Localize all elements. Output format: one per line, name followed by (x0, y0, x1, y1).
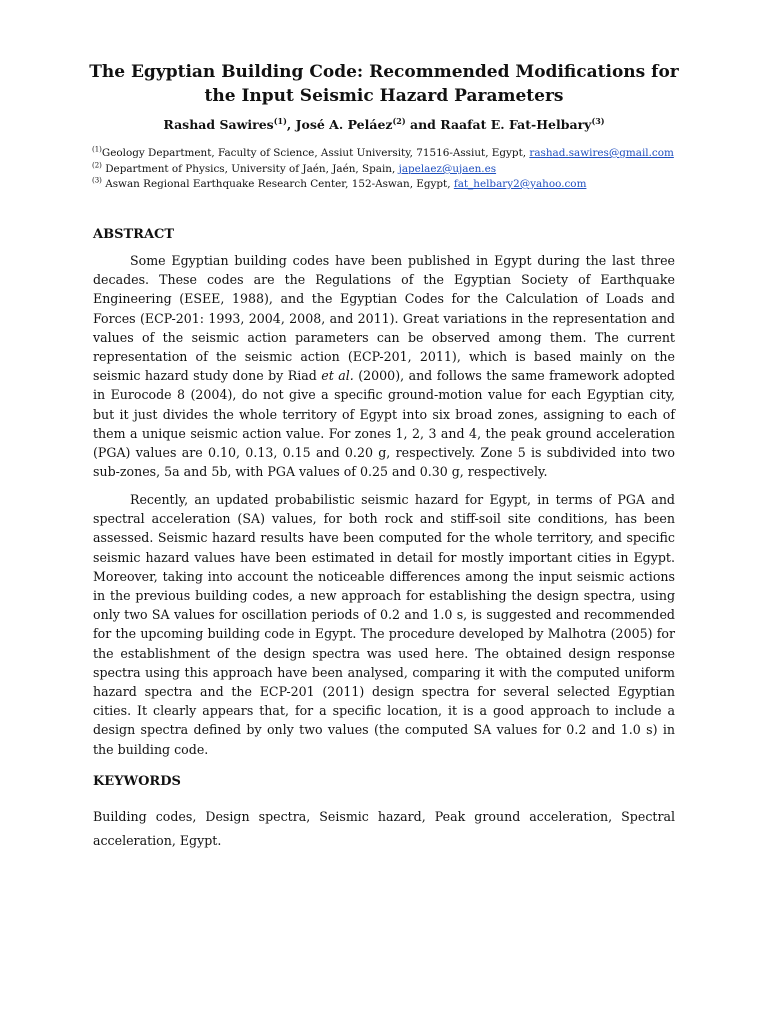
author-list (60, 116, 708, 134)
abstract-heading: ABSTRACT (93, 227, 175, 242)
affiliation-mark: (1) (92, 145, 102, 154)
abstract-p1-et-al: et al. (321, 368, 354, 384)
abstract-paragraph-2: Recently, an updated probabilistic seismic hazard for Egypt, in terms of PGA and spectral acceleration (SA) values, for both rock and stiff-soil site conditions, has been assessed. Seismic hazard results have been computed for the whole territory, and specific seismic hazard values have been estimated in detail for mostly important cities in Egypt. Moreover, taking into account the noticeable differences among the input seismic actions in the previous building codes, a new approach for establishing the design spectra, using only two SA values for oscillation periods of 0.2 and 1.0 s, is suggested and recommended for the upcoming building code in Egypt. The procedure developed by Malhotra (2005) for the establishment of the design spectra was used here. The obtained design response spectra using this approach have been analysed, comparing it with the computed uniform hazard spectra and the ECP-201 (2011) design spectra for several selected Egyptian cities. It clearly appears that, for a specific location, it is a good approach to include a design spectra defined by only two values (the computed SA values for 0.2 and 1.0 s) in the building code. (93, 492, 675, 757)
title-line-1: The Egyptian Building Code: Recommended Modifications for (89, 62, 679, 82)
author-separator: , (286, 117, 296, 132)
author-affiliation-mark: (1) (273, 115, 287, 126)
author-name: José A. Peláez (295, 117, 393, 132)
keywords-text: Building codes, Design spectra, Seismic hazard, Peak ground acceleration, Spectral acceleration, Egypt. (93, 809, 675, 848)
email-link[interactable]: fat_helbary2@yahoo.com (453, 178, 587, 190)
email-link[interactable]: rashad.sawires@gmail.com (529, 147, 674, 159)
affiliation-text: Aswan Regional Earthquake Research Center, 152-Aswan, Egypt, (101, 178, 454, 190)
affiliation-mark: (3) (92, 176, 102, 185)
affiliation-text: Department of Physics, University of Jaén, Jaén, Spain, (101, 163, 399, 175)
affiliation-2 (92, 162, 712, 177)
author-affiliation-mark: (2) (392, 115, 406, 126)
title-line-2: the Input Seismic Hazard Parameters (204, 86, 564, 106)
affiliation-text: Geology Department, Faculty of Science, Assiut University, 71516-Assiut, Egypt, (101, 147, 530, 159)
affiliation-1 (92, 146, 712, 161)
author-affiliation-mark: (3) (591, 115, 605, 126)
author-name: Raafat E. Fat-Helbary (440, 117, 592, 132)
abstract-p1-part-b: (2000), and follows the same framework adopted in Eurocode 8 (2004), do not give a specific ground-motion value for each Egyptian city, but it just divides the whole territory of Egypt into six broad zones, assigning to each of them a unique seismic action value. For zones 1, 2, 3 and 4, the peak ground acceleration (PGA) values are 0.10, 0.13, 0.15 and 0.20 g, respectively. Zone 5 is subdivided into two sub-zones, 5a and 5b, with PGA values of 0.25 and 0.30 g, respectively. (93, 368, 675, 480)
author-name: Rashad Sawires (163, 117, 274, 132)
affiliation-3 (92, 177, 712, 192)
abstract-p1-part-a: Some Egyptian building codes have been published in Egypt during the last three decades. These codes are the Regulations of the Egyptian Society of Earthquake Engineering (ESEE, 1988), and the Egyptian Codes for the Calculation of Loads and Forces (ECP-201: 1993, 2004, 2008, and 2011). Great variations in the representation and values of the seismic action parameters can be observed among them. The current representation of the seismic action (ECP-201, 2011), which is based mainly on the seismic hazard study done by Riad (93, 253, 675, 384)
author-separator: and (405, 117, 441, 132)
keywords-heading: KEYWORDS (93, 774, 181, 789)
email-link[interactable]: japelaez@ujaen.es (398, 163, 497, 175)
abstract-paragraph-1 (93, 251, 675, 481)
paper-title (60, 60, 708, 108)
affiliation-mark: (2) (92, 161, 102, 170)
